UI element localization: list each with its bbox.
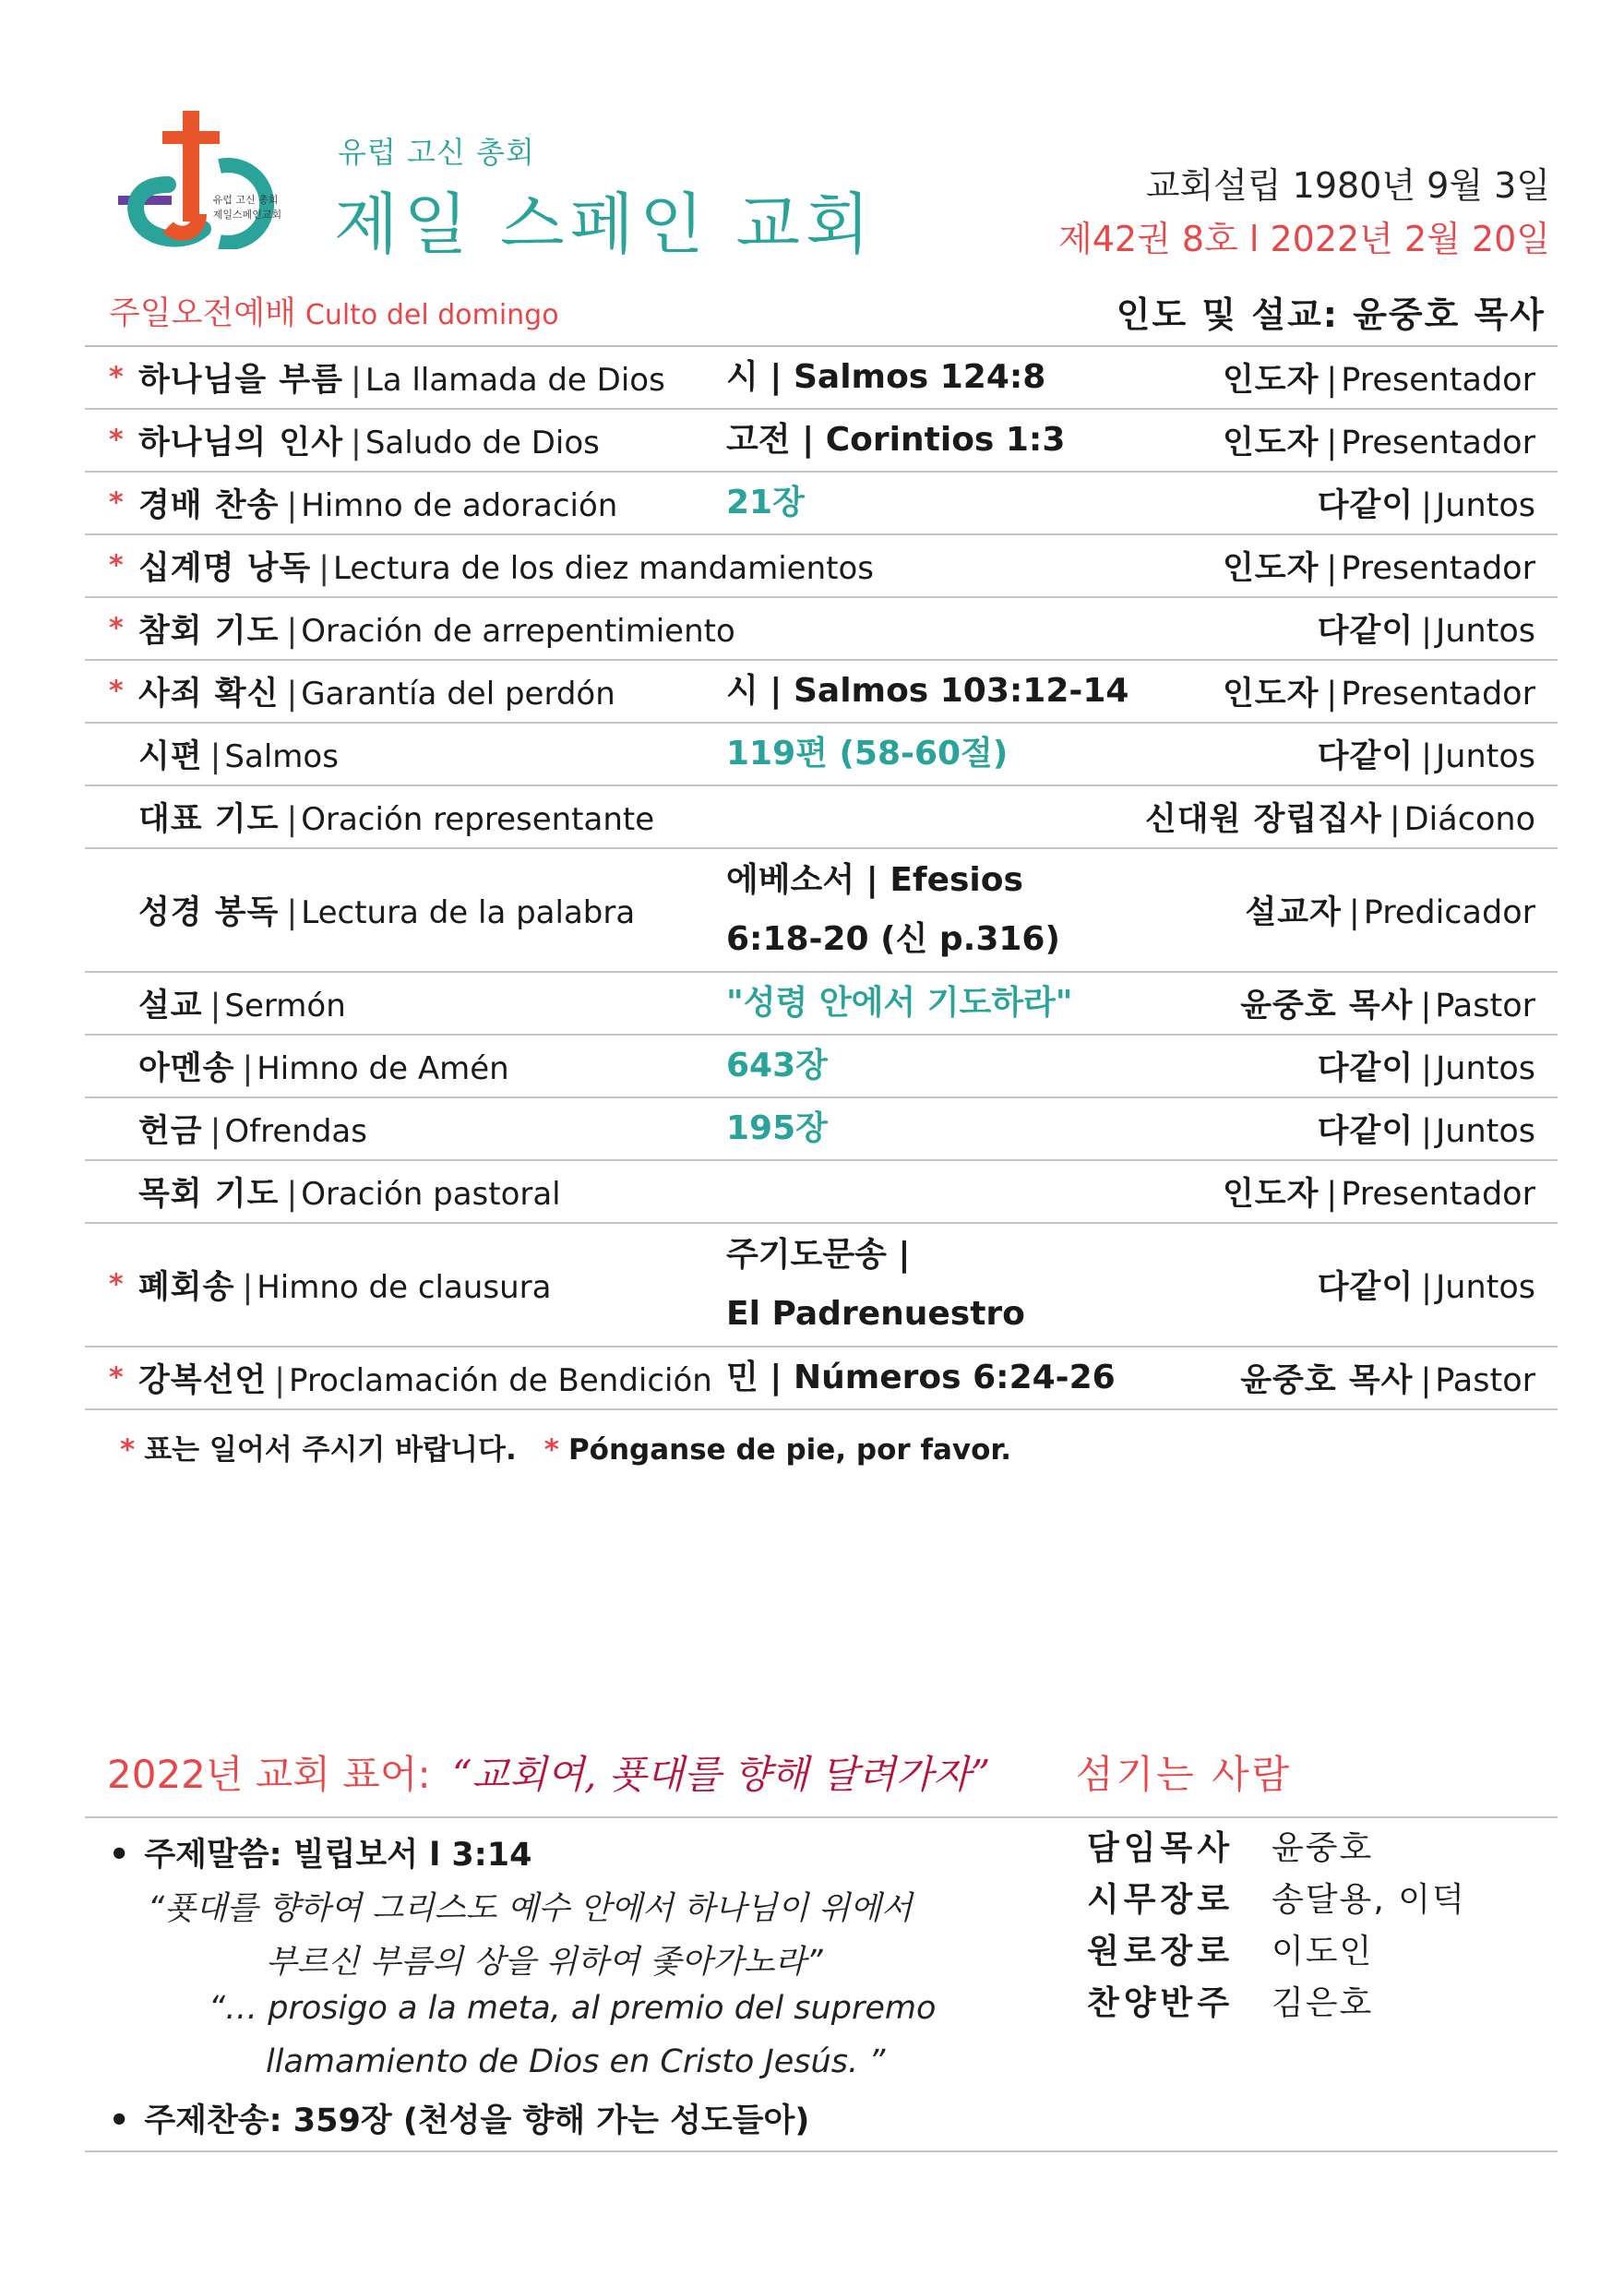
service-item-content	[726, 974, 1073, 1033]
star-icon: *	[543, 1433, 559, 1467]
service-item-content	[726, 662, 1128, 721]
service-item-name: 폐회송 | Himno de clausura	[138, 1269, 552, 1306]
content-line: 21장	[726, 484, 805, 521]
star-icon: *	[109, 424, 124, 457]
item-name-es: Ofrendas	[224, 1113, 367, 1150]
service-item-row	[85, 598, 1558, 661]
person-ko: 인도자	[1222, 425, 1320, 461]
service-item-name: 경배 찬송 | Himno de adoración	[138, 487, 618, 524]
person-ko: 인도자	[1222, 1176, 1320, 1213]
standing-note	[120, 1426, 1011, 1467]
item-name-es: Lectura de los diez mandamientos	[333, 550, 874, 587]
item-name-es: Oración pastoral	[301, 1176, 561, 1213]
star-icon: *	[109, 675, 124, 708]
service-item-row	[85, 849, 1558, 973]
item-name-ko: 경배 찬송	[138, 487, 280, 524]
svg-text:제일스페인교회: 제일스페인교회	[212, 209, 282, 221]
service-item-content	[726, 1348, 1116, 1408]
person-ko: 다같이	[1317, 1269, 1415, 1306]
service-item-person: 윤중호 목사 | Pastor	[1240, 1362, 1535, 1399]
person-ko: 다같이	[1317, 1050, 1415, 1087]
star-icon: *	[120, 1433, 136, 1467]
service-item-person: 인도자 | Presentador	[1222, 425, 1535, 461]
denomination-name: 유럽 고신 총회	[338, 135, 535, 170]
divider	[85, 1816, 1558, 1818]
service-title	[109, 288, 559, 334]
service-item-row	[85, 1098, 1558, 1161]
service-item-row	[85, 1224, 1558, 1348]
service-leader: 인도 및 설교: 윤중호 목사	[1116, 294, 1546, 335]
service-item-content	[726, 1099, 828, 1158]
staff-row	[1087, 1925, 1373, 1972]
service-item-person: 다같이 | Juntos	[1317, 613, 1535, 650]
person-ko: 인도자	[1222, 550, 1320, 587]
service-item-person: 다같이 | Juntos	[1317, 738, 1535, 775]
content-line: 6:18-20 (신 p.316)	[726, 920, 1060, 958]
item-name-es: Himno de clausura	[257, 1269, 552, 1306]
person-es: Pastor	[1435, 988, 1535, 1024]
service-item-row	[85, 410, 1558, 473]
item-name-es: Sermón	[224, 988, 346, 1024]
person-ko: 다같이	[1317, 1113, 1415, 1150]
service-item-person: 신대원 장립집사 | Diácono	[1144, 801, 1535, 838]
divider	[85, 2150, 1558, 2152]
service-item-person: 인도자 | Presentador	[1222, 362, 1535, 399]
item-name-ko: 성경 봉독	[138, 894, 280, 931]
service-title-es: Culto del domingo	[304, 299, 559, 331]
service-item-person: 다같이 | Juntos	[1317, 1113, 1535, 1150]
motto-label: 2022년 교회 표어:	[107, 1752, 443, 1797]
person-es: Presentador	[1341, 425, 1535, 461]
service-title-ko: 주일오전예배	[109, 295, 296, 332]
service-item-content	[726, 1226, 1025, 1344]
bullet-icon: •	[109, 1837, 130, 1874]
service-item-name: 목회 기도 | Oración pastoral	[138, 1176, 561, 1213]
service-item-row	[85, 347, 1558, 410]
item-name-ko: 설교	[138, 988, 203, 1024]
star-icon: *	[109, 361, 124, 394]
service-item-row	[85, 786, 1558, 849]
item-name-ko: 목회 기도	[138, 1176, 280, 1213]
item-name-ko: 헌금	[138, 1113, 203, 1150]
item-name-ko: 시편	[138, 738, 203, 775]
issue-info: 제42권 8호 l 2022년 2월 20일	[1058, 219, 1550, 259]
staff-row	[1087, 1822, 1373, 1869]
service-item-person: 인도자 | Presentador	[1222, 550, 1535, 587]
service-item-name: 성경 봉독 | Lectura de la palabra	[138, 894, 636, 931]
item-name-es: Salmos	[224, 738, 339, 775]
item-name-ko: 십계명 낭독	[138, 550, 312, 587]
theme-hymn: • 주제찬송: 359장 (천성을 향해 가는 성도들아)	[109, 2102, 810, 2139]
service-item-name: 십계명 낭독 | Lectura de los diez mandamientos	[138, 550, 874, 587]
person-es: Juntos	[1435, 1113, 1535, 1150]
service-item-content	[726, 473, 805, 533]
staff-row	[1087, 1874, 1466, 1921]
person-ko: 인도자	[1222, 362, 1320, 399]
theme-verse-es-line1: “… prosigo a la meta, al premio del supremo	[209, 1990, 937, 2027]
item-name-es: La llamada de Dios	[364, 362, 665, 399]
item-name-es: Himno de adoración	[301, 487, 618, 524]
person-es: Presentador	[1341, 362, 1535, 399]
service-item-person: 다같이 | Juntos	[1317, 487, 1535, 524]
person-ko: 신대원 장립집사	[1144, 801, 1382, 838]
service-item-content	[726, 411, 1065, 470]
service-item-name: 아멘송 | Himno de Amén	[138, 1050, 509, 1087]
item-name-ko: 하나님의 인사	[138, 425, 344, 461]
staff-name: 윤중호	[1272, 1829, 1374, 1867]
staff-role: 시무장로	[1087, 1881, 1235, 1919]
person-es: Pastor	[1435, 1362, 1535, 1399]
service-item-name: 하나님의 인사 | Saludo de Dios	[138, 425, 600, 461]
staff-role: 담임목사	[1087, 1829, 1235, 1867]
service-item-name: 하나님을 부름 | La llamada de Dios	[138, 362, 665, 399]
staff-name: 이도인	[1272, 1933, 1374, 1971]
service-item-row	[85, 724, 1558, 786]
service-item-row	[85, 1348, 1558, 1410]
person-ko: 설교자	[1245, 894, 1342, 931]
service-item-name: 참회 기도 | Oración de arrepentimiento	[138, 613, 735, 650]
content-line: 주기도문송 |	[726, 1236, 911, 1274]
item-name-ko: 사죄 확신	[138, 676, 280, 713]
service-item-person: 인도자 | Presentador	[1222, 676, 1535, 713]
item-name-es: Saludo de Dios	[364, 425, 600, 461]
theme-verse-ko-line2: 부르신 부름의 상을 위하여 좇아가노라”	[266, 1944, 823, 1981]
theme-verse-label: • 주제말씀: 빌립보서 l 3:14	[109, 1837, 532, 1874]
service-item-row	[85, 1036, 1558, 1098]
item-name-ko: 아멘송	[138, 1050, 235, 1087]
staff-name: 김은호	[1272, 1984, 1374, 2022]
theme-verse-es-line2: llamamiento de Dios en Cristo Jesús. ”	[266, 2043, 886, 2080]
svg-text:유럽 고신 총회: 유럽 고신 총회	[212, 194, 279, 206]
person-ko: 윤중호 목사	[1240, 1362, 1414, 1399]
founding-date: 교회설립 1980년 9월 3일	[1145, 165, 1550, 206]
service-item-name: 대표 기도 | Oración representante	[138, 801, 655, 838]
theme-verse-ko-line1: “푯대를 향하여 그리스도 예수 안에서 하나님이 위에서	[148, 1890, 913, 1927]
service-item-person: 윤중호 목사 | Pastor	[1240, 988, 1535, 1024]
staff-role: 원로장로	[1087, 1933, 1235, 1971]
service-item-person: 다같이 | Juntos	[1317, 1050, 1535, 1087]
item-name-es: Himno de Amén	[257, 1050, 509, 1087]
star-icon: *	[109, 612, 124, 645]
service-item-person: 다같이 | Juntos	[1317, 1269, 1535, 1306]
content-line: 195장	[726, 1109, 828, 1147]
service-item-name: 설교 | Sermón	[138, 988, 346, 1024]
service-item-person: 인도자 | Presentador	[1222, 1176, 1535, 1213]
content-line: 643장	[726, 1047, 828, 1084]
person-ko: 윤중호 목사	[1240, 988, 1414, 1024]
servers-title: 섬기는 사람	[1076, 1752, 1293, 1797]
person-es: Juntos	[1435, 613, 1535, 650]
service-item-person: 설교자 | Predicador	[1245, 894, 1535, 931]
person-ko: 다같이	[1317, 613, 1415, 650]
service-item-content	[726, 851, 1060, 969]
service-item-content	[726, 725, 1008, 784]
item-name-ko: 폐회송	[138, 1269, 235, 1306]
staff-row	[1087, 1977, 1373, 2024]
church-motto	[107, 1744, 990, 1800]
item-name-ko: 강복선언	[138, 1362, 268, 1399]
content-line: 고전 | Corintios 1:3	[726, 421, 1066, 459]
person-es: Juntos	[1435, 738, 1535, 775]
person-es: Presentador	[1341, 676, 1535, 713]
person-ko: 다같이	[1317, 738, 1415, 775]
service-item-content	[726, 1036, 828, 1096]
service-item-content	[726, 348, 1045, 407]
content-line: 에베소서 | Efesios	[726, 861, 1023, 899]
person-es: Juntos	[1435, 1050, 1535, 1087]
service-item-name: 강복선언 | Proclamación de Bendición	[138, 1362, 712, 1399]
service-item-name: 사죄 확신 | Garantía del perdón	[138, 676, 615, 713]
person-es: Diácono	[1403, 801, 1535, 838]
service-item-name: 헌금 | Ofrendas	[138, 1113, 367, 1150]
service-item-row	[85, 973, 1558, 1036]
item-name-ko: 참회 기도	[138, 613, 280, 650]
standing-note-ko: 표는 일어서 주시기 바랍니다.	[144, 1433, 517, 1467]
item-name-es: Lectura de la palabra	[301, 894, 636, 931]
star-icon: *	[109, 549, 124, 582]
person-es: Presentador	[1341, 550, 1535, 587]
item-name-es: Proclamación de Bendición	[289, 1362, 712, 1399]
church-logo	[111, 111, 304, 249]
person-ko: 다같이	[1317, 487, 1415, 524]
person-es: Presentador	[1341, 1176, 1535, 1213]
staff-role: 찬양반주	[1087, 1984, 1235, 2022]
content-line: 시 | Salmos 103:12-14	[726, 672, 1129, 710]
person-ko: 인도자	[1222, 676, 1320, 713]
order-of-service-table	[85, 345, 1558, 1410]
content-line: 119편 (58-60절)	[726, 735, 1009, 773]
person-es: Juntos	[1435, 1269, 1535, 1306]
item-name-es: Garantía del perdón	[301, 676, 615, 713]
service-item-name: 시편 | Salmos	[138, 738, 339, 775]
item-name-ko: 하나님을 부름	[138, 362, 344, 399]
service-item-row	[85, 473, 1558, 535]
service-item-row	[85, 1161, 1558, 1224]
star-icon: *	[109, 1268, 124, 1301]
star-icon: *	[109, 486, 124, 520]
motto-text: “교회여, 푯대를 향해 달려가자”	[451, 1752, 991, 1797]
item-name-es: Oración de arrepentimiento	[301, 613, 735, 650]
content-line: El Padrenuestro	[726, 1295, 1025, 1333]
item-name-es: Oración representante	[301, 801, 655, 838]
star-icon: *	[109, 1361, 124, 1395]
item-name-ko: 대표 기도	[138, 801, 280, 838]
person-es: Juntos	[1435, 487, 1535, 524]
standing-note-es: Pónganse de pie, por favor.	[567, 1433, 1012, 1467]
person-es: Predicador	[1363, 894, 1535, 931]
content-line: "성령 안에서 기도하라"	[726, 984, 1073, 1022]
church-name: 제일 스페인 교회	[334, 186, 876, 263]
content-line: 민 | Números 6:24-26	[726, 1359, 1116, 1396]
content-line: 시 | Salmos 124:8	[726, 358, 1046, 396]
staff-name: 송달용, 이덕	[1272, 1881, 1466, 1919]
bullet-icon: •	[109, 2102, 130, 2139]
service-item-row	[85, 535, 1558, 598]
service-item-row	[85, 661, 1558, 724]
